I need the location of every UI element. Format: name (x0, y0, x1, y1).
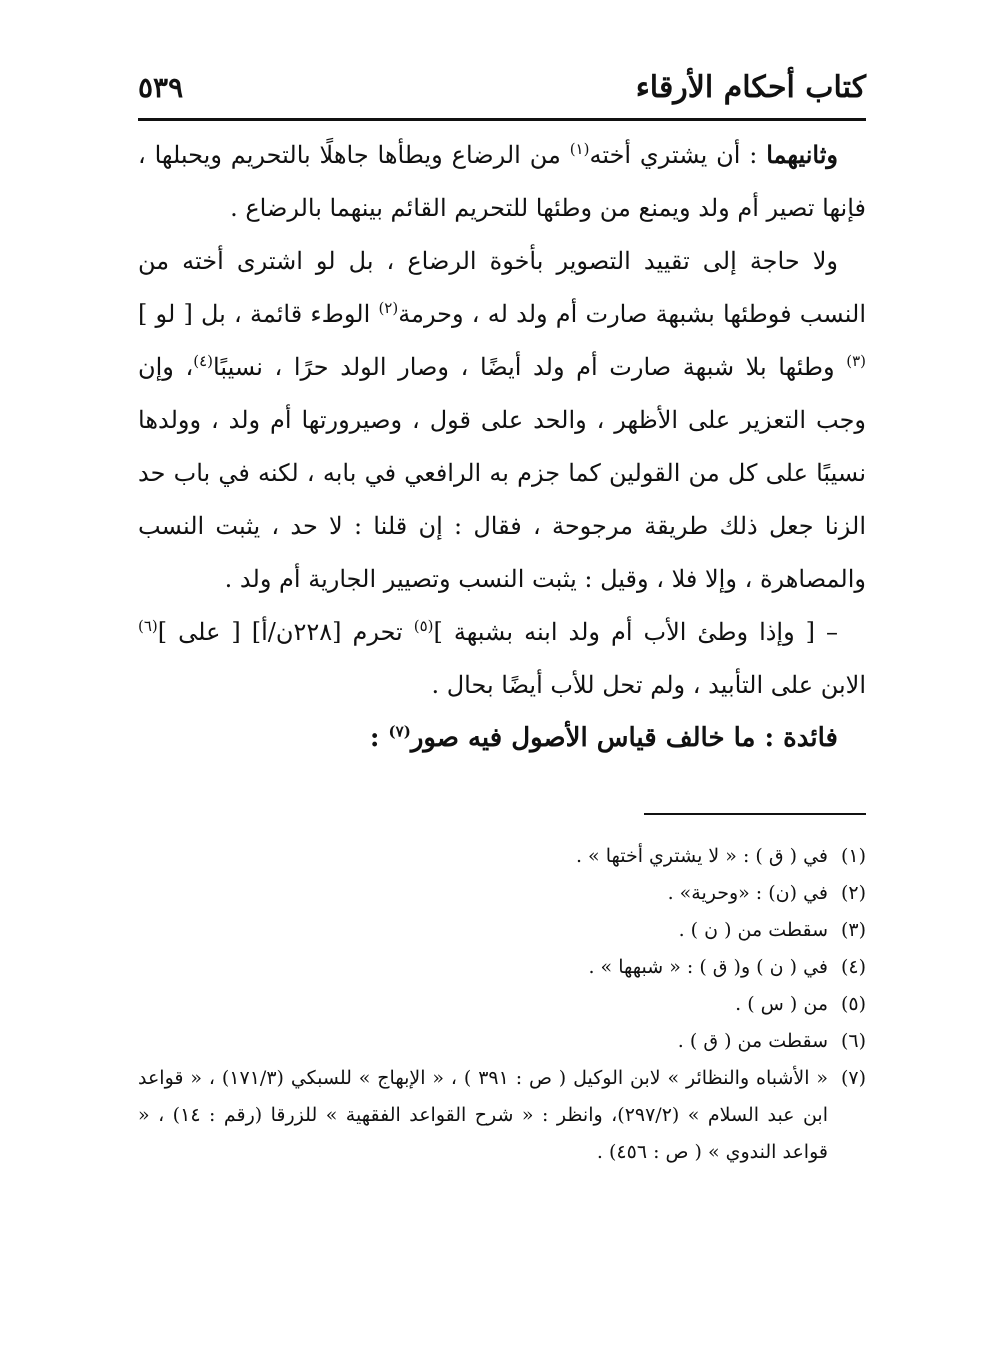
footnote-number: (٦) (840, 1030, 866, 1052)
text-run: فائدة : ما خالف قياس الأصول فيه صور (410, 723, 838, 753)
footnote-text: سقطت من ( ق ) . (677, 1030, 828, 1052)
footnote-text: « الأشباه والنظائر » لابن الوكيل ( ص : ٣٩١ ) ، « الإبهاج » للسبكي (١٧١/٣) ، « قواعد ابن عبد السلام » (٢٩٧/٢)، وانظر : « شرح القواعد الفقهية » للزرقا (رقم : ١٤) ، « قواعد الندوي » ( ص : ٤٥٦) . (138, 1067, 829, 1163)
footnote-text: في (ن) : «وحرية» . (667, 882, 828, 904)
footnote-item (138, 1023, 866, 1060)
footnote-number: (٣) (840, 919, 866, 941)
footnote-item (138, 838, 866, 875)
footnote-ref-6[interactable]: (٦) (138, 617, 158, 635)
footnote-item (138, 875, 866, 912)
text-run: الابن على التأبيد ، ولم تحل للأب أيضًا بحال . (431, 671, 866, 699)
footnote-item (138, 949, 866, 986)
footnote-item (138, 986, 866, 1023)
text-run: الوطء قائمة ، بل [ لو ] (138, 300, 379, 328)
footnote-item (138, 1060, 866, 1171)
footnote-ref-7[interactable]: (٧) (388, 722, 411, 741)
paragraph-lead: وثانيهما (766, 140, 838, 169)
text-run: من الرضاع ويطأها جاهلًا بالتحريم ويحبلها ، فإنها تصير أم ولد ويمنع من وطئها للتحريم القائم بينهما بالرضاع . (138, 141, 866, 222)
footnote-ref-4[interactable]: (٤) (193, 352, 214, 370)
text-run: ولا حاجة إلى تقييد التصوير بأخوة الرضاع ، بل لو اشترى أخته من النسب فوطئها بشبهة صارت أم ولد له ، وحرمة (138, 247, 866, 328)
footnote-number: (٤) (840, 956, 866, 978)
paragraph-second-case (138, 128, 866, 235)
footnote-ref-3[interactable]: (٣) (846, 352, 866, 370)
paragraph-father-case (138, 606, 866, 712)
text-run: ، وإن وجب التعزير على الأظهر ، والحد على قول ، وصيرورتها أم ولد ، وولدها نسيبًا على كل من القولين كما جزم به الرافعي في بابه ، لكنه في باب حد الزنا جعل ذلك طريقة مرجوحة ، فقال : إن قلنا : لا حد ، يثبت النسب والمصاهرة ، وإلا فلا ، وقيل : يثبت النسب وتصيير الجارية أم ولد . (138, 353, 866, 593)
footnote-text: في ( ن ) و( ق ) : « شبهها » . (588, 956, 828, 978)
footnote-text: في ( ق ) : « لا يشتري أختها » . (575, 845, 828, 867)
running-header (138, 62, 866, 112)
footnote-text: من ( س ) . (735, 993, 828, 1015)
footnote-text: سقطت من ( ن ) . (678, 919, 828, 941)
text-run: – [ وإذا وطئ الأب أم ولد ابنه بشبهة ] (433, 618, 839, 646)
footnotes (138, 838, 866, 1171)
footnote-number: (٢) (840, 882, 866, 904)
benefit-heading (138, 712, 866, 765)
footnote-number: (٥) (840, 993, 866, 1015)
footnote-separator (644, 813, 866, 815)
book-title: كتاب أحكام الأرقاء (635, 69, 866, 105)
footnote-item (138, 912, 866, 949)
footnote-ref-5[interactable]: (٥) (413, 617, 434, 635)
text-run: : أن يشتري أخته (589, 141, 767, 169)
page-number: ٥٣٩ (138, 70, 184, 104)
paragraph-no-need (138, 235, 866, 606)
header-rule (138, 118, 866, 121)
footnote-ref-2[interactable]: (٢) (378, 299, 399, 317)
main-text (138, 128, 866, 765)
footnote-ref-1[interactable]: (١) (569, 140, 590, 158)
text-run: : (369, 723, 389, 753)
text-run: وطئها بلا شبهة صارت أم ولد أيضًا ، وصار الولد حرًا ، نسيبًا (213, 353, 847, 381)
text-run: تحرم [٢٢٨ن/أ] [ على ] (157, 618, 414, 646)
footnote-number: (١) (840, 845, 866, 867)
footnote-number: (٧) (840, 1067, 866, 1089)
